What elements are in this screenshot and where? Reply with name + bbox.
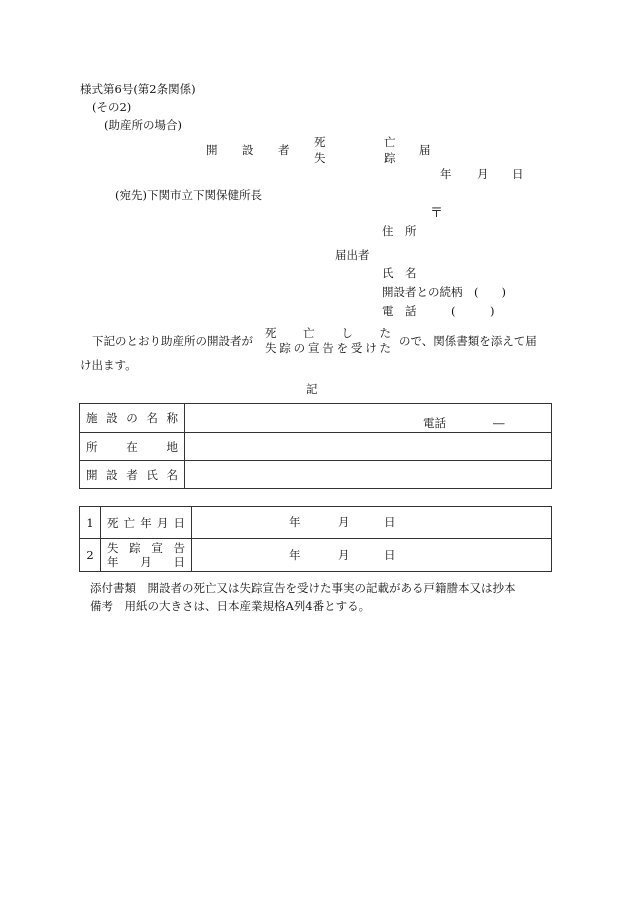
event-number: 1 [80, 507, 101, 539]
body-option-char: の [293, 341, 306, 355]
applicant-group-label: 届出者 [335, 248, 370, 262]
attachments-note: 添付書類 開設者の死亡又は失踪宣告を受けた事実の記載がある戸籍謄本又は抄本 [90, 581, 516, 595]
facility-location-value[interactable] [185, 433, 552, 461]
disappearance-date-value[interactable] [192, 539, 552, 572]
date-month-label: 月 [338, 548, 350, 562]
body-option-char: し [341, 326, 353, 340]
date-year-label: 年 [289, 548, 301, 562]
facility-table [79, 403, 552, 489]
date-year-label: 年 [440, 167, 452, 181]
body-option-char: 踪 [279, 341, 291, 355]
facility-name-label: 施 設 の 名 称 [80, 404, 185, 433]
sub-number: (その2) [92, 100, 132, 114]
body-option-char: 失 [265, 341, 277, 355]
facility-phone-dash: ― [493, 416, 505, 430]
form-number: 様式第6号(第2条関係) [80, 82, 196, 96]
date-month-label: 月 [338, 515, 350, 529]
body-prefix: 下記のとおり助産所の開設者が [92, 334, 253, 348]
addressee: (宛先)下関市立下関保健所長 [115, 188, 262, 202]
table-row [80, 539, 552, 572]
date-day-label: 日 [512, 167, 524, 181]
body-option-char: 亡 [303, 326, 315, 340]
body-option-char: け [365, 341, 377, 355]
relation-label: 開設者との続柄 ( ) [382, 285, 506, 299]
title-char: 設 [242, 143, 254, 157]
body-option-char: 死 [265, 326, 277, 340]
table-row [80, 404, 552, 433]
table-row [80, 461, 552, 489]
title-char: 者 [278, 143, 290, 157]
address-label: 住 所 [382, 224, 417, 238]
title-char: 開 [206, 143, 218, 157]
table-row [80, 507, 552, 539]
death-date-value[interactable] [192, 507, 552, 539]
phone-label: 電 話 ( ) [382, 304, 495, 318]
table-row [80, 433, 552, 461]
title-option-top: 死 [314, 135, 326, 149]
body-suffix: ので、関係書類を添えて届 [399, 334, 537, 348]
date-year-label: 年 [289, 515, 301, 529]
founder-name-label: 開 設 者 氏 名 [80, 461, 185, 489]
date-day-label: 日 [384, 515, 396, 529]
body-option-top [265, 326, 391, 340]
event-table [79, 506, 552, 572]
postal-mark: 〒 [430, 206, 444, 221]
death-date-label: 死 亡 年 月 日 [101, 507, 192, 539]
facility-name-value[interactable] [185, 404, 552, 433]
facility-location-label: 所 在 地 [80, 433, 185, 461]
title-option-bottom: 失 [314, 151, 326, 165]
title-option-top: 亡 [384, 135, 396, 149]
title-suffix: 届 [419, 143, 431, 157]
facility-phone-label: 電話 [423, 416, 446, 430]
date-day-label: 日 [384, 548, 396, 562]
body-option-char: 告 [322, 341, 334, 355]
ki-mark: 記 [306, 382, 318, 396]
title-option-bottom: 踪 [384, 151, 396, 165]
remarks-note: 備考 用紙の大きさは、日本産業規格A列4番とする。 [90, 599, 371, 613]
event-number: 2 [80, 539, 101, 572]
body-option-char: 受 [350, 341, 363, 355]
body-option-bottom [265, 341, 391, 355]
body-option-char: た [379, 341, 391, 355]
body-option-char: た [379, 326, 391, 340]
body-continuation: け出ます。 [80, 358, 137, 372]
case-note: (助産所の場合) [104, 118, 182, 132]
disappearance-date-label: 失 踪 宣 告 年 月 日 [101, 539, 192, 572]
name-label: 氏 名 [382, 266, 417, 280]
founder-name-value[interactable] [185, 461, 552, 489]
date-month-label: 月 [477, 167, 489, 181]
body-option-char: 宣 [307, 341, 320, 355]
body-option-char: を [336, 341, 349, 355]
